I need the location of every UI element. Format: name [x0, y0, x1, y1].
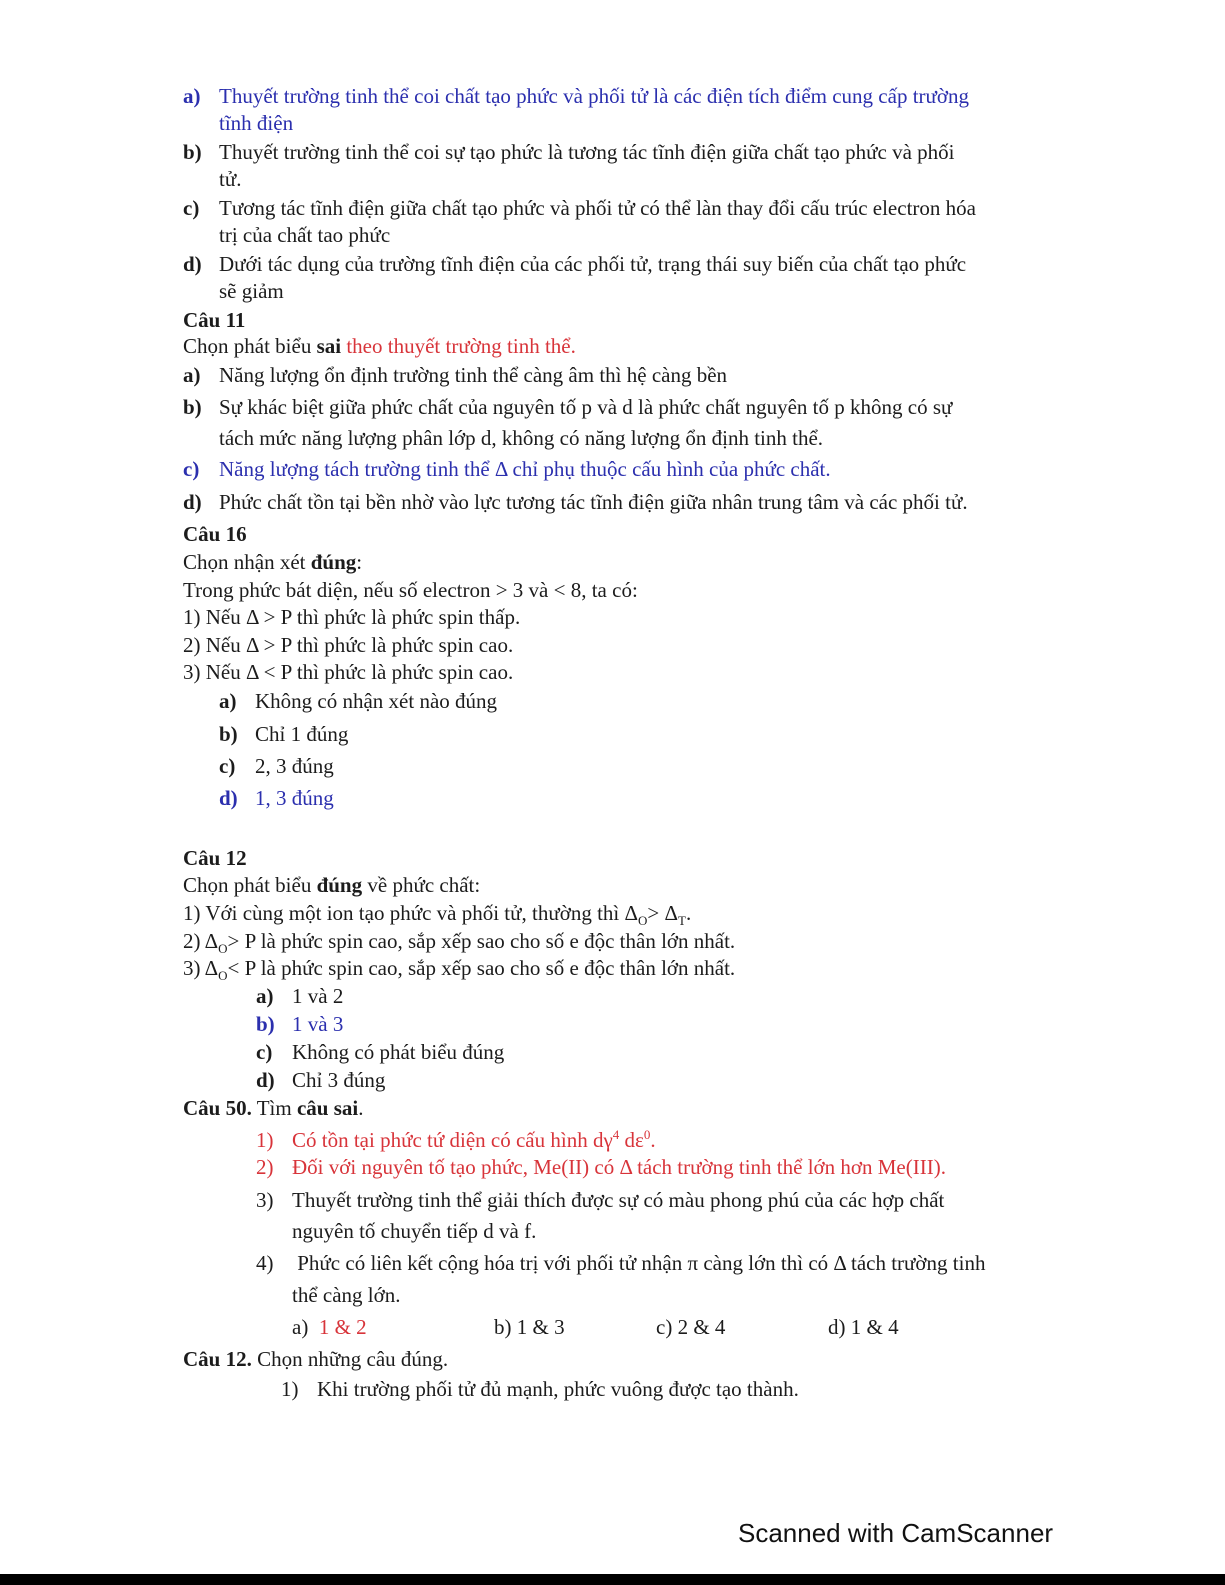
q11-option-c	[183, 456, 831, 482]
q16-title: Câu 16	[183, 522, 247, 546]
q12-option-b	[256, 1011, 343, 1037]
q16-statement-2: 2) Nếu Δ > P thì phức là phức spin cao.	[183, 633, 514, 657]
option-text: 1 và 3	[292, 1012, 344, 1036]
prompt-text: về phức chất:	[362, 873, 481, 897]
prompt-bold: sai	[316, 334, 342, 358]
q50-statement-1	[256, 1122, 656, 1153]
option-text: 1 và 2	[292, 984, 344, 1008]
q10-option-c	[183, 195, 976, 221]
option-text: 1, 3 đúng	[255, 786, 334, 810]
q10-option-a-cont: tĩnh điện	[219, 111, 294, 135]
q11-title: Câu 11	[183, 308, 246, 332]
q50-option-b: b) 1 & 3	[494, 1315, 565, 1339]
superscript: 0	[643, 1127, 651, 1142]
prompt-text: Tìm	[251, 1096, 297, 1120]
option-label: a)	[219, 689, 237, 713]
option-text: Sự khác biệt giữa phức chất của nguyên tố p và d là phức chất nguyên tố p không có sự	[219, 395, 953, 419]
statement-text: 1) Với cùng một ion tạo phức và phối tử, thường thì Δ	[183, 901, 639, 925]
statement-label: 2)	[256, 1155, 274, 1179]
statement-text: Thuyết trường tinh thể giải thích được sự có màu phong phú của các hợp chất	[292, 1188, 945, 1212]
prompt-text: Chọn nhận xét	[183, 550, 311, 574]
option-text: Phức chất tồn tại bền nhờ vào lực tương tác tĩnh điện giữa nhân trung tâm và các phối tử.	[219, 490, 968, 514]
statement-text: > Δ	[647, 901, 679, 925]
option-text: Chỉ 3 đúng	[292, 1068, 386, 1092]
q10-option-c-cont: trị của chất tao phức	[219, 223, 391, 247]
statement-text: Có tồn tại phức tứ diện có cấu hình dγ	[292, 1128, 613, 1152]
q12-prompt	[183, 872, 480, 898]
q12-option-c	[256, 1039, 504, 1065]
statement-text: Phức có liên kết cộng hóa trị với phối tử nhận π càng lớn thì có Δ tách trường tinh	[292, 1251, 986, 1275]
q12-option-a	[256, 983, 343, 1009]
superscript: 4	[612, 1127, 620, 1142]
option-text: Chỉ 1 đúng	[255, 722, 349, 746]
q50-option-c: c) 2 & 4	[656, 1315, 726, 1339]
q16-option-a	[219, 688, 497, 714]
prompt-text: Chọn những câu đúng.	[251, 1347, 449, 1371]
q11-option-b	[183, 394, 952, 420]
subscript: O	[218, 968, 228, 984]
option-text: 1 & 2	[318, 1315, 367, 1339]
subscript: O	[638, 913, 648, 929]
prompt-bold: đúng	[310, 550, 357, 574]
option-text: Tương tác tĩnh điện giữa chất tạo phức và phối tử có thể làn thay đổi cấu trúc electron hóa	[219, 196, 976, 220]
option-label: c)	[256, 1040, 273, 1064]
q50-header	[183, 1095, 364, 1121]
prompt-text: Chọn phát biểu	[183, 873, 317, 897]
q11-option-a	[183, 362, 727, 388]
subscript: T	[678, 913, 686, 929]
prompt-text: :	[356, 550, 363, 574]
option-label: d)	[256, 1068, 275, 1092]
scanner-watermark: Scanned with CamScanner	[738, 1518, 1054, 1548]
q10-option-b-cont: tử.	[219, 167, 242, 191]
option-text: Năng lượng tách trường tinh thể Δ chỉ phụ thuộc cấu hình của phức chất.	[219, 457, 831, 481]
option-label: c)	[183, 457, 200, 481]
q16-option-b	[219, 721, 348, 747]
option-label: d)	[219, 786, 238, 810]
q12b-title: Câu 12.	[183, 1347, 252, 1371]
option-label: b)	[183, 395, 202, 419]
prompt-red: theo thuyết trường tinh thể.	[341, 334, 576, 358]
statement-label: 1)	[256, 1128, 274, 1152]
q10-option-a	[183, 83, 969, 109]
q50-option-a	[292, 1314, 367, 1340]
q11-prompt	[183, 333, 576, 359]
q12b-statement-1	[281, 1376, 799, 1402]
q11-option-d	[183, 489, 968, 515]
option-text: Không có phát biểu đúng	[292, 1040, 505, 1064]
statement-text: Đối với nguyên tố tạo phức, Me(II) có Δ tách trường tinh thể lớn hơn Me(III).	[292, 1155, 946, 1179]
q12-option-d	[256, 1067, 385, 1093]
prompt-bold: câu sai	[296, 1096, 359, 1120]
q12b-header	[183, 1346, 448, 1372]
q16-intro: Trong phức bát diện, nếu số electron > 3 và < 8, ta có:	[183, 578, 638, 602]
option-label: a)	[183, 363, 201, 387]
option-text: Dưới tác dụng của trường tĩnh điện của các phối tử, trạng thái suy biến của chất tạo phức	[219, 252, 967, 276]
q12-title: Câu 12	[183, 846, 247, 870]
q16-prompt	[183, 549, 362, 575]
prompt-text: .	[358, 1096, 364, 1120]
statement-label: 3)	[256, 1188, 274, 1212]
statement-label: 1)	[281, 1377, 299, 1401]
statement-text: Khi trường phối tử đủ mạnh, phức vuông được tạo thành.	[317, 1377, 799, 1401]
q16-statement-3: 3) Nếu Δ < P thì phức là phức spin cao.	[183, 660, 514, 684]
q50-statement-3-cont: nguyên tố chuyển tiếp d và f.	[292, 1219, 537, 1243]
q50-statement-4	[256, 1250, 985, 1276]
statement-text: dε	[619, 1128, 644, 1152]
q50-statement-4-cont: thể càng lớn.	[292, 1283, 401, 1307]
option-label: b)	[219, 722, 238, 746]
option-label: a)	[256, 984, 274, 1008]
statement-text: .	[650, 1128, 656, 1152]
option-label: c)	[219, 754, 236, 778]
q50-statement-2	[256, 1154, 946, 1180]
q10-option-d	[183, 251, 966, 277]
option-text: Năng lượng ổn định trường tinh thể càng âm thì hệ càng bền	[219, 363, 728, 387]
q10-option-b	[183, 139, 955, 165]
option-label: d)	[183, 252, 202, 276]
statement-text: 3) Δ	[183, 956, 219, 980]
q50-title: Câu 50.	[183, 1096, 252, 1120]
q10-option-d-cont: sẽ giảm	[219, 279, 284, 303]
q16-option-d	[219, 785, 334, 811]
statement-text: .	[685, 901, 692, 925]
statement-label: 4)	[256, 1251, 274, 1275]
option-label: b)	[183, 140, 202, 164]
prompt-bold: đúng	[316, 873, 363, 897]
option-label: a)	[292, 1315, 309, 1339]
q16-option-c	[219, 753, 334, 779]
option-label: d)	[183, 490, 202, 514]
statement-text: 2) Δ	[183, 929, 219, 953]
option-label: b)	[256, 1012, 275, 1036]
q11-option-b-cont: tách mức năng lượng phân lớp d, không có năng lượng ổn định tinh thể.	[219, 426, 824, 450]
option-text: Thuyết trường tinh thể coi sự tạo phức là tương tác tĩnh điện giữa chất tạo phức và phối	[219, 140, 955, 164]
q50-option-d: d) 1 & 4	[828, 1315, 899, 1339]
q16-statement-1: 1) Nếu Δ > P thì phức là phức spin thấp.	[183, 605, 521, 629]
prompt-text: Chọn phát biểu	[183, 334, 317, 358]
statement-text: < P là phức spin cao, sắp xếp sao cho số e độc thân lớn nhất.	[227, 956, 736, 980]
bottom-border	[0, 1574, 1225, 1585]
option-text: Thuyết trường tinh thể coi chất tạo phức và phối tử là các điện tích điểm cung cấp trường	[219, 84, 970, 108]
option-label: a)	[183, 84, 201, 108]
statement-text: > P là phức spin cao, sắp xếp sao cho số e độc thân lớn nhất.	[227, 929, 736, 953]
option-text: Không có nhận xét nào đúng	[255, 689, 498, 713]
option-text: 2, 3 đúng	[255, 754, 334, 778]
subscript: O	[218, 941, 228, 957]
q50-statement-3	[256, 1187, 944, 1213]
option-label: c)	[183, 196, 200, 220]
